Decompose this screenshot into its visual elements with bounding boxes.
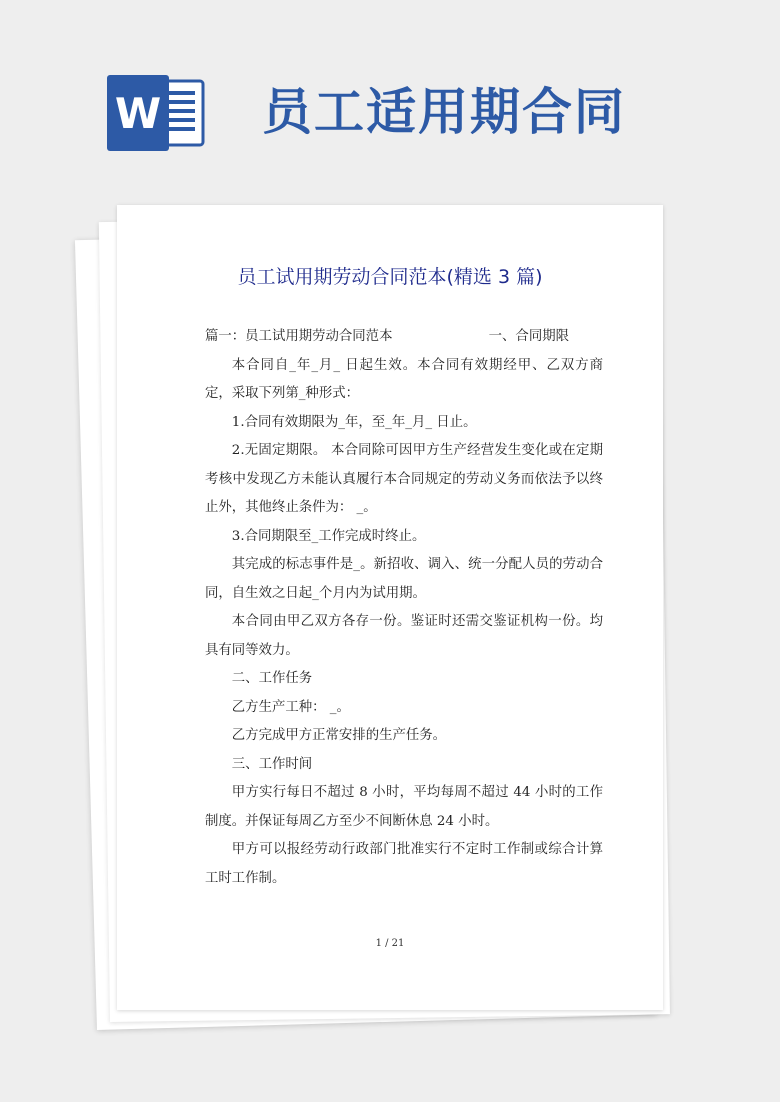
paragraph: 甲方可以报经劳动行政部门批准实行不定时工作制或综合计算工时工作制。 [205, 842, 603, 886]
banner-title: 员工适用期合同 [262, 83, 626, 141]
paragraph: 乙方完成甲方正常安排的生产任务。 [231, 728, 447, 743]
paragraph: 其完成的标志事件是_。新招收、调入、统一分配人员的劳动合同，自生效之日起_个月内为试用期。 [205, 557, 603, 601]
paragraph: 本合同由甲乙双方各存一份。鉴证时还需交鉴证机构一份。均具有同等效力。 [205, 614, 603, 658]
document-title: 员工试用期劳动合同范本(精选 3 篇) [237, 266, 543, 288]
paragraph: 1.合同有效期限为_年，至_年_月_ 日止。 [231, 414, 477, 430]
section-heading-right: 一、合同期限 [488, 329, 569, 344]
subheading: 三、工作时间 [231, 756, 313, 772]
paragraph: 2.无固定期限。 本合同除可因甲方生产经营发生变化或在定期考核中发现乙方未能认真履行本合同规定的劳动义务而依法予以终止外，其他终止条件为： _。 [205, 443, 603, 515]
logo-letter: W [114, 89, 162, 138]
document-body [205, 323, 603, 893]
subheading: 二、工作任务 [231, 671, 313, 686]
word-logo-icon [107, 73, 207, 153]
paragraph: 乙方生产工种： _。 [231, 699, 350, 715]
paragraph: 甲方实行每日不超过 8 小时，平均每周不超过 44 小时的工作制度。并保证每周乙方至少不间断休息 24 小时。 [205, 785, 603, 829]
paragraph: 本合同自_年_月_ 日起生效。本合同有效期经甲、乙双方商定，采取下列第_种形式： [205, 357, 603, 401]
page-number: 1 / 21 [375, 938, 405, 949]
document-page [117, 205, 663, 1010]
section-heading-left: 篇一：员工试用期劳动合同范本 [205, 329, 393, 344]
section-heading [205, 323, 603, 352]
paragraph: 3.合同期限至_工作完成时终止。 [231, 528, 426, 544]
